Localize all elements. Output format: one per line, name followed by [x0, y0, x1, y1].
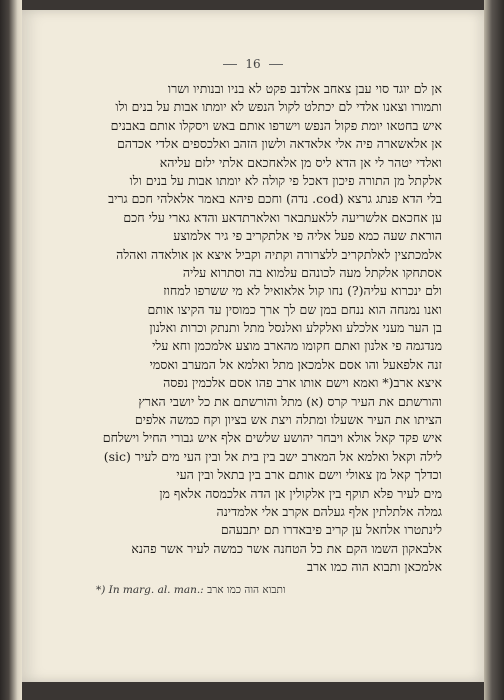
text-line: איש פקד קאל אולא ויבחר יהושע שלשים אלף איש גבורי החיל וישלחם — [102, 430, 442, 446]
text-line: לינתטרו אלחאל ען קריב פיבאדרו תם יתבעהם — [220, 522, 442, 538]
text-line: ען אחכאם אלשריעה ללאעתבאר ואלארתדאע והדא גארי עלי חכם — [123, 209, 442, 225]
footnote-marker: *) In marg. al. man.: — [96, 584, 204, 596]
text-line: לילה וקאל ואלמא אל המארב ישב בין בית אל ובין העי מים לעיר (sic) — [103, 448, 442, 464]
text-body — [54, 80, 442, 577]
text-line: אלבאקון השמו הקם את כל הטחנה אשר כמשה לעיר אשר פהנא — [131, 540, 442, 556]
text-line: אלמכתצין לאלתקריב ללצרורה וקתיה וקביל איצא אן אולאדה ואהלה — [116, 246, 442, 262]
text-line: מנדגמה פי אלנון ואתם חקומו מהארב מוצע אלמכמן וחא עלי — [152, 338, 442, 354]
text-line: הציתו את העיר אשעלו ומתלה ויצת אש בציון וקח כמשה אלפים — [134, 412, 442, 428]
text-line: ואלדי יטהר לי אן הדא ליס מן אלאחכאם אלתי ילזם עליהא — [159, 154, 442, 170]
text-line: אן לם יוגד סוי עבן צאחב אלדנב פקט לא בניו ובנותיו ושרו — [167, 81, 442, 96]
text-line: איצא ארב(* ואמא וישם אותו ארב פהו אסם אלכמין נפסה — [163, 375, 442, 391]
text-line: וכדלך קאל מן צאולי וישם אותם ארב בין בתאל ובין העי — [176, 467, 442, 483]
book-gutter-left — [0, 0, 22, 700]
page-number-dash-left — [223, 64, 237, 65]
text-line: אן אלאשארה פיה אלי אלאדאה ולשון הזהב ואלכספים אלדי אכדהם — [117, 136, 442, 152]
book-page — [22, 10, 484, 682]
text-line: ואנו נמנחה הוא ננחם במן שם לך ארך כמוסין עד הקיצו אותם — [147, 301, 442, 317]
text-line: אלמכאן ותבוא הוה כמו ארב — [307, 559, 442, 575]
text-line: ולם ינכרוא עליה(?) נחו קול אלאואיל לא מי ששרפו למחוז — [163, 283, 442, 299]
footnote — [96, 584, 286, 596]
text-line: בן הער מעני אלכלע ואלקלע ואלנסל מתל ותנתק וכרות ואלנון — [149, 320, 442, 336]
text-line: איש בחטאו יומת פקול הנפש וישרפו אותם באש ויסקלו אותם באבנים — [110, 117, 442, 133]
text-line: אלקתל מן התורה פיכון דאכל פי קולה לא יומתו אבות על בנים ולו — [129, 172, 442, 188]
text-line: זנה אלפאעל והו אסם אלמכאן מתל ואלמא אל המערב ואסמי — [149, 356, 442, 372]
text-line: ותמורו וצאנו אלדי לם יכתלט לקול הנפש לא יומתו אבות על בנים ולו — [115, 99, 442, 115]
text-line: והורשתם את העיר קרס (א) מתל והורשתם את כל יושבי הארץ — [138, 393, 442, 409]
text-line: הוראת שעה כמא פעל אליה פי אלתקריב פי גיר אלמוצע — [173, 228, 442, 244]
page-number-value: 16 — [245, 57, 261, 71]
text-line: גמלה אלתלתין אלף געלהם אקרב אלי אלמדינה — [216, 503, 442, 519]
text-line: אסתחקו אלקתל מעה לכונהם עלמוא בה וסתרוא עליה — [182, 264, 442, 280]
text-line: בלי הדא פנתג גרצא (cod. נדה) וחכם פיהא באמר אלאלהי חכם גריב — [108, 191, 442, 207]
text-line: מים לעיר פלא תוקף בין אלקולין אן הדה אלכמסה אלאף מן — [159, 485, 442, 501]
footnote-text: ותבוא הוה כמו ארב — [207, 584, 286, 596]
page-number-dash-right — [269, 64, 283, 65]
book-edge-right — [484, 0, 504, 700]
page-number — [22, 57, 484, 71]
